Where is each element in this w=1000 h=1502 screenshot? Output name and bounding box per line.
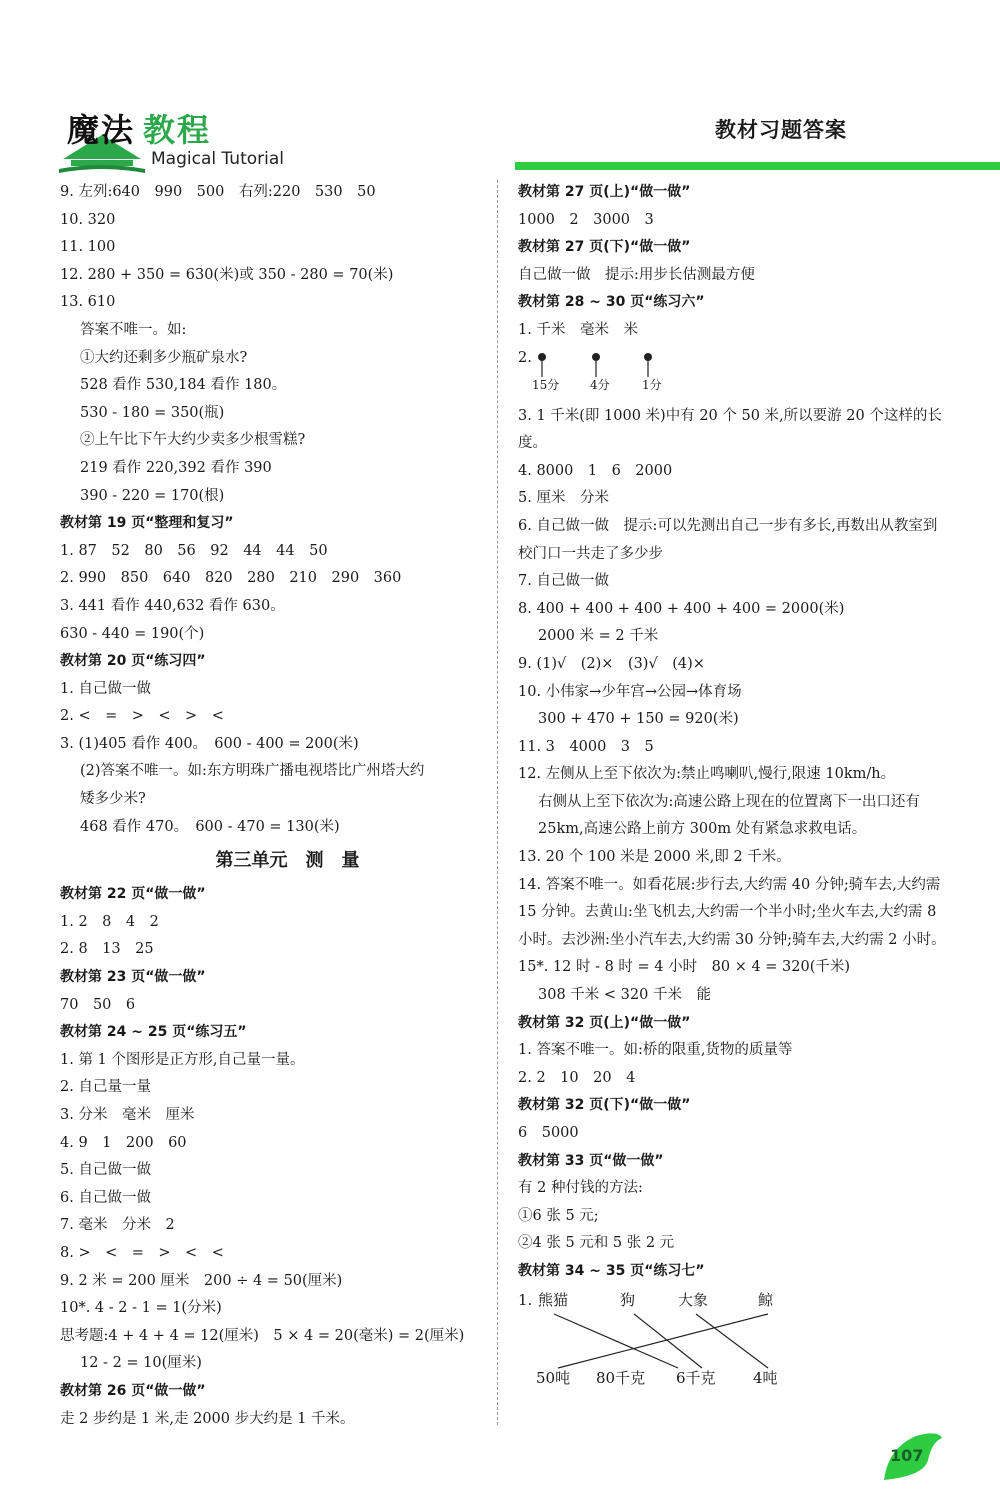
answer-line: 70 50 6 (60, 996, 136, 1013)
page-title: 教材习题答案 (715, 118, 847, 142)
exercise-heading: 教材第 23 页“做一做” (60, 969, 206, 986)
logo-subtitle: Magical Tutorial (151, 149, 284, 169)
exercise-heading: 教材第 32 页(上)“做一做” (518, 1014, 691, 1031)
exercise-heading: 教材第 20 页“练习四” (60, 653, 206, 670)
brand-logo (55, 105, 295, 175)
answer-line: 1. 87 52 80 56 92 44 44 50 (60, 542, 328, 559)
answer-line: 6. 自己做一做 提示:可以先测出自己一步有多长,再数出从教室到校门口一共走了多少步 (518, 517, 938, 562)
answer-line: 右侧从上至下依次为:高速公路上现在的位置离下一出口还有 25km,高速公路上前方 300m 处有紧急求救电话。 (538, 793, 920, 838)
answer-line: 308 千米 < 320 千米 能 (538, 987, 711, 1004)
answer-line: 10. 320 (60, 211, 116, 228)
answer-line: 9. 左列:640 990 500 右列:220 530 50 (60, 184, 376, 200)
answer-line: 4. 8000 1 6 2000 (518, 462, 673, 479)
match-bottom-item: 6千克 (676, 1368, 716, 1387)
answer-line: 9. (1)√ (2)× (3)√ (4)× (518, 655, 705, 672)
page-number: 107 (890, 1446, 924, 1465)
answer-line: 528 看作 530,184 看作 180。 (80, 377, 287, 394)
exercise-heading: 教材第 28 ~ 30 页“练习六” (518, 294, 705, 311)
right-section-b (518, 403, 948, 1286)
column-divider (497, 180, 498, 1425)
answer-line: 1. 自己做一做 (60, 680, 151, 697)
header-accent-bar (515, 162, 1000, 170)
right-column (518, 179, 948, 1398)
match-top-item: 熊猫 (538, 1290, 569, 1309)
answer-line: (2)答案不唯一。如:东方明珠广播电视塔比广州塔大约 (80, 763, 425, 780)
exercise-heading: 教材第 26 页“做一做” (60, 1382, 206, 1399)
answer-line: ②4 张 5 元和 5 张 2 元 (518, 1235, 675, 1252)
time-pins-figure (518, 345, 948, 403)
answer-line: 13. 610 (60, 294, 116, 311)
answer-line: 5. 自己做一做 (60, 1162, 151, 1179)
match-top-item: 大象 (678, 1290, 709, 1309)
answer-line: 8. 400 + 400 + 400 + 400 + 400 = 2000(米) (518, 600, 845, 617)
answer-line: 5. 厘米 分米 (518, 490, 609, 507)
answer-line: 12 - 2 = 10(厘米) (80, 1355, 202, 1372)
answer-line: 1. 2 8 4 2 (60, 913, 159, 930)
answer-line: 10. 小伟家→少年宫→公园→体育场 (518, 683, 742, 700)
match-bottom-item: 80千克 (596, 1368, 646, 1387)
answer-line: 11. 3 4000 3 5 (518, 738, 654, 755)
answer-line: 矮多少米? (80, 791, 146, 808)
answer-line: 13. 20 个 100 米是 2000 米,即 2 千米。 (518, 849, 791, 866)
answer-line: 2. 2 10 20 4 (518, 1069, 636, 1086)
answer-line: 300 + 470 + 150 = 920(米) (538, 711, 739, 728)
exercise-heading: 教材第 33 页“做一做” (518, 1152, 664, 1169)
answer-line: ①6 张 5 元; (518, 1207, 599, 1224)
left-column (60, 179, 485, 1433)
answer-line: ①大约还剩多少瓶矿泉水? (80, 349, 248, 366)
answer-line: 530 - 180 = 350(瓶) (80, 404, 225, 421)
answer-line: 1. 第 1 个图形是正方形,自己量一量。 (60, 1051, 305, 1068)
exercise-heading: 教材第 27 页(上)“做一做” (518, 184, 691, 200)
answer-line: 1. 答案不唯一。如:桥的限重,货物的质量等 (518, 1042, 793, 1059)
answer-line: 3. 441 看作 440,632 看作 630。 (60, 597, 285, 614)
answer-line: 14. 答案不唯一。如看花展:步行去,大约需 40 分钟;骑车去,大约需 15 分钟。去黄山:坐飞机去,大约需一个半小时;坐火车去,大约需 8 小时。去沙洲:坐小汽车去,大约需 30 分钟;骑车去,大约需 2 小时。 (518, 876, 946, 948)
answer-line: 2. 990 850 640 820 280 210 290 360 (60, 570, 402, 587)
page-number-badge (880, 1430, 946, 1482)
answer-line: 9. 2 米 = 200 厘米 200 ÷ 4 = 50(厘米) (60, 1272, 343, 1289)
exercise-heading: 教材第 24 ~ 25 页“练习五” (60, 1024, 247, 1041)
answer-line: 2. 8 13 25 (60, 941, 154, 958)
answer-line: 6 5000 (518, 1125, 579, 1141)
match-top-item: 狗 (620, 1290, 636, 1309)
exercise-heading: 教材第 32 页(下)“做一做” (518, 1097, 691, 1114)
answer-line: 219 看作 220,392 看作 390 (80, 459, 272, 476)
match-bottom-item: 4吨 (753, 1368, 778, 1387)
answer-line: 1000 2 3000 3 (518, 211, 654, 228)
answer-line: 6. 自己做一做 (60, 1189, 151, 1206)
exercise-heading: 教材第 34 ~ 35 页“练习七” (518, 1262, 705, 1279)
answer-line: 自己做一做 提示:用步长估测最方便 (518, 266, 755, 283)
answer-line: 15*. 12 时 - 8 时 = 4 小时 80 × 4 = 320(千米) (518, 959, 851, 976)
answer-line: 10*. 4 - 2 - 1 = 1(分米) (60, 1300, 222, 1317)
answer-line: 走 2 步约是 1 米,走 2000 步大约是 1 千米。 (60, 1410, 355, 1427)
answer-line: 2000 米 = 2 千米 (538, 628, 659, 645)
answer-line: 468 看作 470。 600 - 470 = 130(米) (80, 818, 340, 835)
match-top-item: 鲸 (758, 1290, 774, 1309)
answer-line: 3. 1 千米(即 1000 米)中有 20 个 50 米,所以要游 20 个这样的长度。 (518, 407, 942, 452)
answer-line: 2. 自己量一量 (60, 1079, 151, 1096)
answer-line: 3. (1)405 看作 400。 600 - 400 = 200(米) (60, 735, 359, 752)
logo-title: 魔法 教程 (67, 111, 212, 149)
exercise-heading: 教材第 27 页(下)“做一做” (518, 239, 691, 256)
answer-line: 思考题:4 + 4 + 4 = 12(厘米) 5 × 4 = 20(毫米) = 2(厘米) (60, 1327, 465, 1344)
answer-line: 2. < = > < > < (60, 708, 224, 725)
section-title: 第三单元 测 量 (215, 850, 360, 872)
exercise-heading: 教材第 19 页“整理和复习” (60, 515, 234, 532)
exercise-heading: 教材第 22 页“做一做” (60, 886, 206, 903)
right-section-a (518, 179, 948, 345)
answer-line: 12. 280 + 350 = 630(米)或 350 - 280 = 70(米) (60, 266, 394, 283)
figure-number: 2. (518, 349, 532, 366)
answer-line: 630 - 440 = 190(个) (60, 625, 205, 642)
answer-line: 答案不唯一。如: (80, 321, 187, 338)
pin-label: 15分 (532, 377, 560, 392)
match-bottom-item: 50吨 (536, 1368, 571, 1387)
answer-line: 8. > < = > < < (60, 1244, 224, 1261)
matching-figure (518, 1286, 948, 1398)
answer-line: 11. 100 (60, 239, 116, 256)
answer-line: 3. 分米 毫米 厘米 (60, 1107, 195, 1123)
match-number: 1. (518, 1290, 533, 1309)
answer-line: 4. 9 1 200 60 (60, 1134, 187, 1151)
answer-line: 有 2 种付钱的方法: (518, 1180, 643, 1197)
answer-line: 12. 左侧从上至下依次为:禁止鸣喇叭,慢行,限速 10km/h。 (518, 766, 896, 783)
answer-line: 390 - 220 = 170(根) (80, 487, 225, 504)
answer-line: ②上午比下午大约少卖多少根雪糕? (80, 432, 306, 449)
answer-line: 7. 自己做一做 (518, 573, 609, 590)
pin-label: 1分 (642, 377, 662, 392)
answer-line: 1. 千米 毫米 米 (518, 321, 638, 338)
pin-label: 4分 (590, 377, 610, 392)
answer-line: 7. 毫米 分米 2 (60, 1217, 175, 1234)
